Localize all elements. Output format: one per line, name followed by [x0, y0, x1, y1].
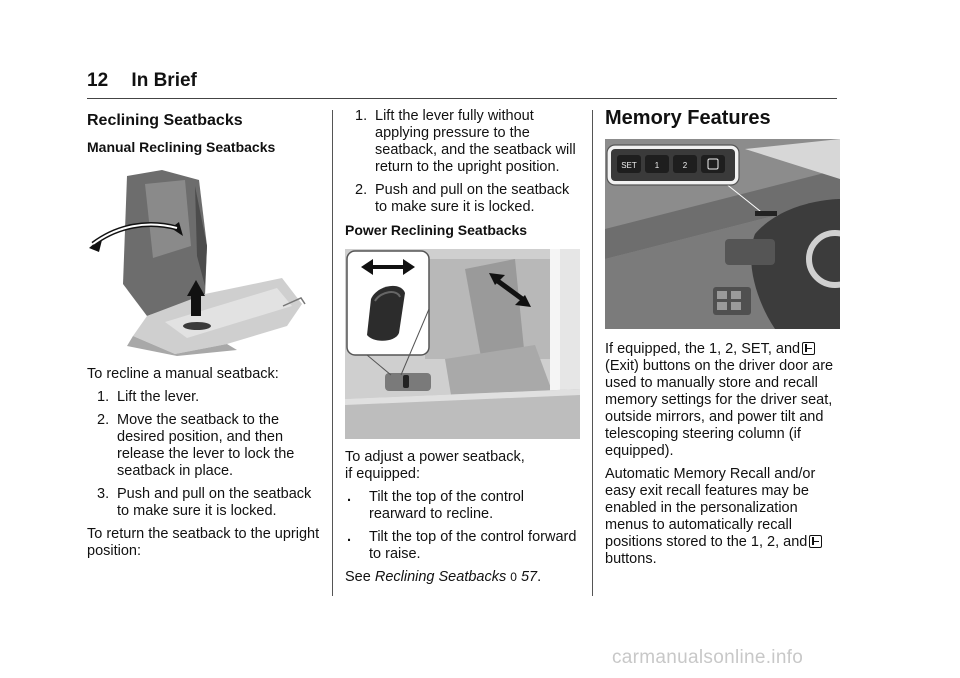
page-header	[87, 70, 197, 92]
list-item: 3. Push and pull on the seatback to make sure it is locked.	[97, 486, 312, 519]
section-title: Reclining Seatbacks	[87, 112, 243, 129]
set-button-label: SET	[621, 161, 637, 170]
outro-text: To return the seatback to the upright position:	[87, 526, 320, 559]
intro-text-2: if equipped:	[345, 466, 420, 482]
intro-text: To adjust a power seatback,	[345, 449, 525, 465]
list-item: . Tilt the top of the control rearward to recline.	[347, 489, 525, 522]
power-seat-illustration	[345, 249, 580, 439]
list-item: . Tilt the top of the control forward to raise.	[347, 529, 577, 562]
page-number: 12	[87, 70, 109, 91]
memory-2-button-label: 2	[682, 161, 688, 170]
exit-icon	[809, 535, 822, 548]
list-item: 2. Move the seatback to the desired position, and then release the lever to lock the seatback in place.	[97, 412, 295, 479]
section-title: Memory Features	[605, 107, 771, 129]
memory-paragraph-1: If equipped, the 1, 2, SET, and (Exit) buttons on the driver door are used to manually store and recall memory settings for the driver seat, outside mirrors, and power tilt and telescoping steering column (if equipped).	[605, 341, 834, 459]
column-2	[345, 108, 580, 592]
cross-reference-page: 57	[520, 569, 538, 585]
see-reference: See Reclining Seatbacks 0 57.	[345, 569, 542, 585]
subsection-title: Manual Reclining Seatbacks	[87, 139, 276, 155]
power-bullets-list	[345, 489, 580, 563]
list-item: 1. Lift the lever fully without applying pressure to the seatback, and the seatback will return to the upright position.	[355, 108, 576, 175]
chapter-title: In Brief	[131, 70, 197, 91]
list-item: 1. Lift the lever.	[97, 389, 200, 405]
watermark: carmanualsonline.info	[612, 647, 804, 668]
column-3	[605, 108, 840, 574]
memory-door-illustration	[605, 139, 840, 329]
intro-text: To recline a manual seatback:	[87, 366, 279, 382]
column-divider	[332, 110, 333, 596]
subsection-title: Power Reclining Seatbacks	[345, 222, 528, 238]
exit-icon	[802, 342, 815, 355]
cross-reference-link[interactable]: Reclining Seatbacks	[374, 569, 507, 585]
upright-steps-list	[345, 108, 580, 216]
column-divider	[592, 110, 593, 596]
column-1	[87, 108, 322, 566]
memory-paragraph-2: Automatic Memory Recall and/or easy exit recall features may be enabled in the personalization menus to automatically recall positions stored to the 1, 2, and buttons.	[605, 466, 840, 568]
memory-1-button-label: 1	[654, 161, 660, 170]
manual-steps-list	[87, 389, 322, 520]
header-rule	[87, 98, 837, 99]
list-item: 2. Push and pull on the seatback to make sure it is locked.	[355, 182, 570, 215]
manual-seat-illustration	[87, 166, 322, 356]
page-ref-arrow-icon: 0	[510, 570, 517, 584]
